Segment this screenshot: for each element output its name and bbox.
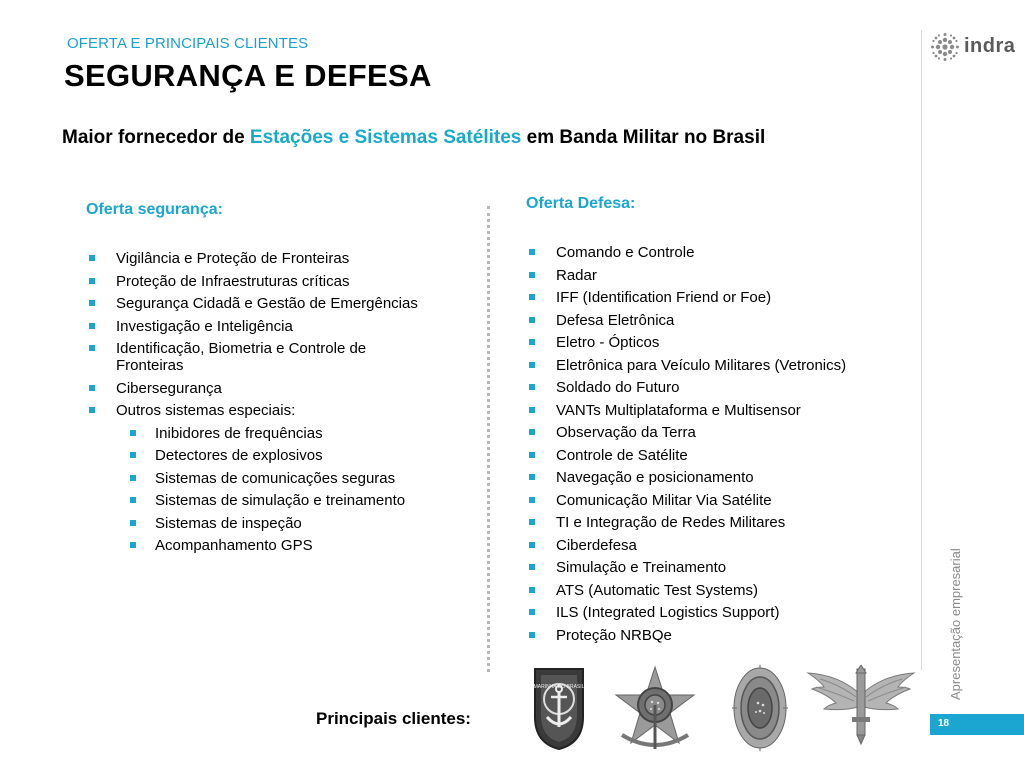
list-item-label: Observação da Terra — [556, 424, 696, 441]
section-kicker: OFERTA E PRINCIPAIS CLIENTES — [67, 35, 309, 52]
list-item-label: Comando e Controle — [556, 244, 695, 261]
sub-list-item-label: Sistemas de comunicações seguras — [155, 469, 396, 487]
defesa-heading: Oferta Defesa: — [526, 195, 636, 212]
square-bullet-icon — [89, 255, 95, 261]
list-item — [86, 380, 476, 397]
navy-emblem-icon — [527, 665, 591, 750]
list-item-label: Identificação, Biometria e Controle de Fronteiras — [116, 340, 367, 374]
sub-list-item-label: Sistemas de inspeção — [155, 514, 302, 532]
headline-highlight: Estações e Sistemas Satélites — [249, 127, 522, 148]
square-bullet-icon — [89, 300, 95, 306]
square-bullet-icon — [529, 519, 535, 525]
list-item-label: Proteção de Infraestruturas críticas — [116, 272, 350, 290]
square-bullet-icon — [89, 407, 95, 413]
sub-list-item-label: Detectores de explosivos — [155, 447, 323, 464]
square-bullet-icon — [130, 452, 136, 458]
headline-text-after: em Banda Militar no Brasil — [521, 127, 766, 148]
list-item — [86, 402, 476, 419]
list-item-label: Proteção NRBQe — [556, 626, 672, 644]
sub-list-item-label: Inibidores de frequências — [155, 424, 323, 442]
sub-list-item — [86, 515, 476, 532]
army-emblem-icon — [731, 665, 789, 751]
list-item-label: Outros sistemas especiais: — [116, 402, 296, 419]
list-item-label: Navegação e posicionamento — [556, 469, 754, 486]
list-item — [526, 244, 916, 261]
list-item — [526, 357, 916, 374]
logo-wordmark: indra — [964, 35, 1016, 57]
list-item — [86, 273, 476, 290]
seguranca-heading: Oferta segurança: — [86, 201, 223, 218]
square-bullet-icon — [130, 542, 136, 548]
square-bullet-icon — [529, 429, 535, 435]
square-bullet-icon — [130, 520, 136, 526]
square-bullet-icon — [529, 294, 535, 300]
square-bullet-icon — [529, 587, 535, 593]
square-bullet-icon — [89, 278, 95, 284]
list-item-label: TI e Integração de Redes Militares — [556, 514, 786, 531]
list-item-label: ATS (Automatic Test Systems) — [556, 581, 758, 599]
list-item-label: Cibersegurança — [116, 379, 222, 397]
list-item-label: Simulação e Treinamento — [556, 559, 727, 576]
seguranca-list — [86, 250, 476, 560]
square-bullet-icon — [130, 475, 136, 481]
air-force-emblem-icon — [806, 665, 916, 745]
square-bullet-icon — [529, 452, 535, 458]
list-item — [526, 514, 916, 531]
list-item-label: Segurança Cidadã e Gestão de Emergências — [116, 295, 418, 312]
list-item-label: Controle de Satélite — [556, 446, 688, 464]
list-item — [86, 295, 476, 312]
sub-list-item-label: Sistemas de simulação e treinamento — [155, 492, 406, 509]
sub-list-item — [86, 425, 476, 442]
list-item — [86, 250, 476, 267]
square-bullet-icon — [529, 339, 535, 345]
indra-logo-icon — [930, 32, 960, 62]
column-divider — [487, 206, 490, 672]
square-bullet-icon — [529, 317, 535, 323]
list-item — [526, 582, 916, 599]
list-item — [526, 379, 916, 396]
list-item-label: Comunicação Militar Via Satélite — [556, 491, 772, 509]
page-title: SEGURANÇA E DEFESA — [64, 58, 432, 93]
list-item-label: Investigação e Inteligência — [116, 317, 293, 335]
list-item-label: Eletro - Ópticos — [556, 334, 660, 351]
list-item — [526, 537, 916, 554]
list-item — [526, 559, 916, 576]
defesa-list — [526, 244, 916, 649]
square-bullet-icon — [89, 385, 95, 391]
list-item — [86, 340, 416, 374]
clients-label: Principais clientes: — [316, 709, 471, 728]
list-item-label: Soldado do Futuro — [556, 379, 680, 396]
navy-seal-text: MARINHA DO BRASIL — [533, 684, 585, 690]
list-item — [526, 402, 916, 419]
sub-list-item-label: Acompanhamento GPS — [155, 537, 313, 554]
list-item — [526, 289, 916, 306]
square-bullet-icon — [529, 249, 535, 255]
square-bullet-icon — [130, 497, 136, 503]
list-item — [526, 627, 916, 644]
page-number-tab — [930, 714, 1024, 735]
list-item — [526, 334, 916, 351]
list-item — [526, 469, 916, 486]
square-bullet-icon — [529, 407, 535, 413]
square-bullet-icon — [89, 345, 95, 351]
square-bullet-icon — [529, 609, 535, 615]
sub-list-item — [86, 447, 476, 464]
list-item-label: Eletrônica para Veículo Militares (Vetronics) — [556, 356, 847, 374]
square-bullet-icon — [529, 384, 535, 390]
page-number: 18 — [938, 718, 950, 729]
republic-coat-of-arms-icon — [612, 665, 698, 751]
sub-list-item — [86, 470, 476, 487]
square-bullet-icon — [529, 272, 535, 278]
headline — [62, 125, 862, 151]
square-bullet-icon — [130, 430, 136, 436]
list-item-label: Defesa Eletrônica — [556, 311, 675, 329]
list-item — [526, 447, 916, 464]
list-item — [526, 604, 916, 621]
list-item — [526, 312, 916, 329]
sub-list-item — [86, 492, 476, 509]
indra-logo — [930, 33, 1020, 61]
list-item — [526, 424, 916, 441]
square-bullet-icon — [529, 362, 535, 368]
right-margin-rule — [921, 30, 922, 670]
list-item — [526, 267, 916, 284]
list-item-label: Ciberdefesa — [556, 536, 637, 554]
square-bullet-icon — [529, 497, 535, 503]
list-item — [86, 318, 476, 335]
list-item-label: Vigilância e Proteção de Fronteiras — [116, 250, 350, 267]
square-bullet-icon — [529, 542, 535, 548]
side-label: Apresentação empresarial — [948, 548, 963, 700]
square-bullet-icon — [529, 474, 535, 480]
headline-text-before: Maior fornecedor de — [62, 127, 250, 148]
square-bullet-icon — [529, 564, 535, 570]
list-item — [526, 492, 916, 509]
sub-list-item — [86, 537, 476, 554]
list-item-label: ILS (Integrated Logistics Support) — [556, 604, 780, 621]
list-item-label: IFF (Identification Friend or Foe) — [556, 289, 772, 306]
square-bullet-icon — [529, 632, 535, 638]
list-item-label: Radar — [556, 266, 597, 284]
list-item-label: VANTs Multiplataforma e Multisensor — [556, 401, 801, 419]
square-bullet-icon — [89, 323, 95, 329]
